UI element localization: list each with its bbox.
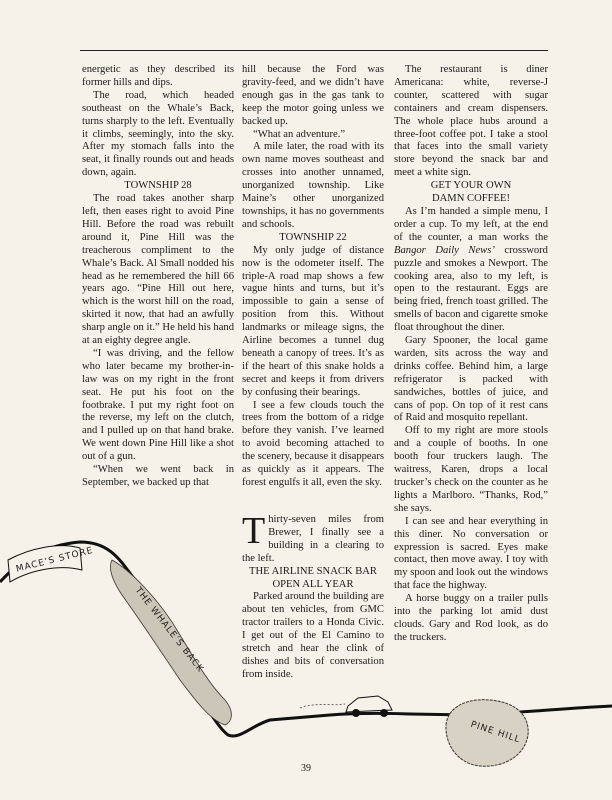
sign-heading-line2: OPEN ALL YEAR — [272, 578, 354, 590]
paragraph: Gary Spooner, the local game warden, sits across the way and drinks coffee. Behind him, a large refrigerator is packed with sandwiches, bottles of juice, and cans of pop. On top of it rest cans of Raid and mosquito repellant. — [394, 335, 548, 424]
text-run: As I’m handed a simple menu, I order a cup. To my left, at the end of the counter, a man works the — [394, 205, 548, 243]
paragraph: I see a few clouds touch the trees from the bottom of a ridge before they vanish. I’ve learned to avoid becoming attached to the scenery, because it disappears as quickly as it appears. The forest engulfs it all, even the sky. — [242, 399, 384, 488]
column-2 — [242, 64, 384, 490]
text-run: crossword puzzle and smokes a Newport. The cooking area, also to my left, is open to the restaurant. Eggs are being fried, french toast grilled. The smells of bacon and cigarette smoke float throughout the diner. — [394, 244, 548, 334]
paragraph: Off to my right are more stools and a couple of booths. In one booth four truckers laugh. The waitress, Karen, drops a local trucker’s check on the counter as he lights a Marlboro. “Thanks, Rod,” she says. — [394, 425, 548, 514]
paragraph: Parked around the building are about ten vehicles, from GMC tractor trailers to a Honda Civic. I get out of the El Camino to stretch and hear the clink of dishes and bits of conversation from inside. — [242, 591, 384, 680]
whale-back-hill — [110, 560, 231, 725]
road-line — [0, 542, 612, 736]
sign-heading-line1: THE AIRLINE SNACK BAR — [248, 565, 377, 577]
paragraph: hill because the Ford was gravity-feed, and we didn’t have enough gas in the gas tank to keep the motor going unless we backed up. — [242, 64, 384, 127]
column-1 — [82, 64, 234, 490]
paragraph: The road, which headed southeast on the Whale’s Back, turns sharply to the left. Eventually it climbs, seemingly, into the sky. After my stomach falls into the seat, it finally rounds out and heads down, again. — [82, 89, 234, 179]
paragraph: My only judge of distance now is the odometer itself. The triple-A road map shows a few vague hints and turns, but it’s impossible to gain a sense of position from this. Without landmarks or mileage signs, the Airline becomes a tunnel dug beneath a canopy of trees. It’s as if the heart of this snake holds a secret and keeps it from drivers by confusing their bearings. — [242, 244, 384, 398]
paragraph: A mile later, the road with its own name moves southeast and crosses into another unnamed, unorganized township. Like Maine’s other unorganized townships, it has no governments and schools. — [242, 141, 384, 230]
header-rule — [80, 50, 548, 51]
paragraph: A horse buggy on a trailer pulls into the parking lot amid dust clouds. Gary and Rod look, as do the truckers. — [394, 593, 548, 643]
paragraph: energetic as they described its former hills and dips. — [82, 64, 234, 88]
drop-cap: T — [242, 510, 266, 552]
paragraph: “When we went back in September, we backed up that — [82, 464, 234, 488]
page-number: 39 — [301, 763, 311, 774]
paragraph: The road takes another sharp left, then eases right to avoid Pine Hill. Before the road was rebuilt around it, Pine Hill was the treacherous compliment to the Whale’s Back. Al Small nodded his head as he remembered the hill 66 years ago. “Pine Hill out here, which is the worst hill on the road, skirted it now, that had an awfully sharp angle on it.” He held his hand at an eighty degree angle. — [82, 193, 234, 347]
section-heading: TOWNSHIP 22 — [279, 231, 347, 243]
paragraph: I can see and hear everything in this diner. No conversation or expression is sacred. Eyes make contact, then move away. I toy with my spoon and look out the windows that face the highway. — [394, 515, 548, 592]
newspaper-title: Bangor Daily News’ — [394, 244, 495, 256]
store-sign — [8, 546, 94, 582]
paragraph: “What an adventure.” — [253, 128, 346, 140]
paragraph: The restaurant is diner Americana: white, reverse-J counter, scattered with sugar containers and cream dispensers. The whole place hubs around a three-foot coffee pot. I take a stool that faces into the small variety store beyond the snack bar and meet a white sign. — [394, 64, 548, 179]
store-label: MACE’S STORE — [15, 545, 95, 575]
lead-text: hirty-seven miles from Brewer, I finally see a building in a clearing to the left. — [242, 514, 384, 564]
paragraph — [394, 206, 548, 335]
whale-back-label: THE WHALE’S BACK — [132, 585, 206, 675]
section-heading: TOWNSHIP 28 — [124, 180, 192, 192]
pine-hill-label: PINE HILL — [469, 719, 522, 746]
sign-heading-line1: GET YOUR OWN — [430, 180, 512, 192]
road-sketch-illustration — [0, 530, 612, 780]
sign-heading-line2: DAMN COFFEE! — [432, 193, 510, 205]
paragraph: “I was driving, and the fellow who later became my brother-in-law was on my right in the front seat. He put his foot on the footbrake. I put my right foot on the reverse, my left on the clutch, and I pulled up on that hand brake. We went down Pine Hill like a shot out of a gun. — [82, 347, 234, 463]
